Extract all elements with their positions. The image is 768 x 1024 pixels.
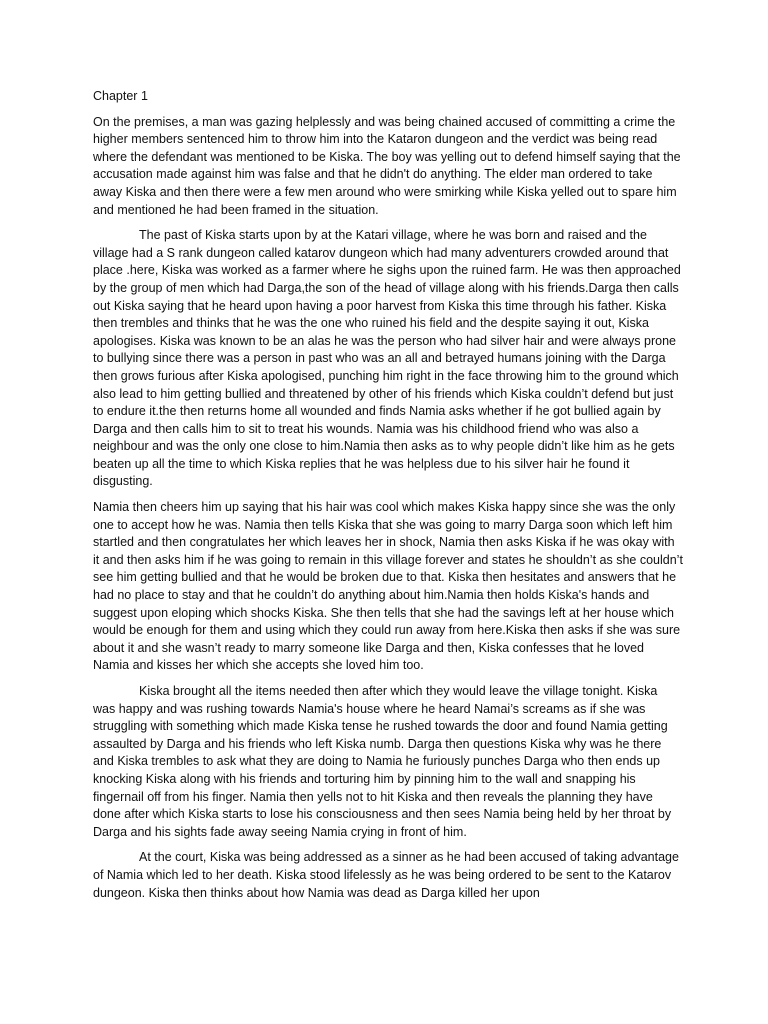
chapter-title: Chapter 1 (93, 89, 148, 103)
paragraph-4: Kiska brought all the items needed then after which they would leave the village tonight. Kiska was happy and was rushing towards Namia's house where he heard Namai’s screams as if she was struggling with something which made Kiska tense he rushed towards the door and found Namia getting assaulted by Darga and his friends who left Kiska numb. Darga then questions Kiska why was he there and Kiska trembles to ask what they are doing to Namia he furiously punches Darga who then ends up knocking Kiska along with his friends and torturing him by pinning him to the wall and snapping his fingernail off from his finger. Namia then yells not to hit Kiska and then reveals the planning they have done after which Kiska starts to lose his consciousness and then sees Namia being held by her throat by Darga and his sights fade away seeing Namia crying in front of him. (93, 684, 672, 839)
paragraph-2: The past of Kiska starts upon by at the Katari village, where he was born and raised and the village had a S rank dungeon called katarov dungeon which had many adventurers crowded around that place .here, Kiska was worked as a farmer where he sighs upon the ruined farm. He was then approached by the group of men which had Darga,the son of the head of village along with his friends.Darga then calls out Kiska saying that he heard upon having a poor harvest from Kiska this time through his father. Kiska then trembles and thinks that he was the one who ruined his field and the despite saying it out, Kiska apologises. Kiska was known to be an alas he was the person who had silver hair and were always prone to bullying since there was a person in past who was an all and betrayed humans joining with the Darga then grows furious after Kiska apologised, punching him right in the face throwing him to the ground which also lead to him getting bullied and threatened by other of his friends which Kiska couldn’t defend but just to endure it.the then returns home all wounded and finds Namia asks whether if he got bullied again by Darga and then calls him to sit to treat his wounds. Namia was his childhood friend who was also a neighbour and was the only one close to him.Namia then asks as to why people didn’t like him as he gets beaten up all the time to which Kiska replies that he was helpless due to his silver hair he found it disgusting. (93, 228, 681, 489)
document-body (93, 88, 683, 910)
paragraph-1: On the premises, a man was gazing helplessly and was being chained accused of committing a crime the higher members sentenced him to throw him into the Kataron dungeon and the verdict was being read where the defendant was mentioned to be Kiska. The boy was yelling out to defend himself saying that the accusation made against him was false and that he didn't do anything. The elder man ordered to take away Kiska and then there were a few men around who were smirking while Kiska yelled out to spare him and mentioned he had been framed in the situation. (93, 114, 681, 217)
paragraph-3: Namia then cheers him up saying that his hair was cool which makes Kiska happy since she was the only one to accept how he was. Namia then tells Kiska that she was going to marry Darga soon which left him startled and then congratulates her which leaves her in shock, Namia then asks Kiska if he was okay with it and then asks him if he was going to remain in this village forever and states he shouldn’t as she couldn’t see him getting bullied and that he would be broken due to that. Kiska then hesitates and answers that he had no place to stay and that he couldn’t do anything about him.Namia then holds Kiska's hands and suggest upon eloping which shocks Kiska. She then tells that she had the savings left at her house which would be enough for them and using which they could run away from here.Kiska then asks if she was sure about it and she wasn’t ready to marry someone like Darga and then, Kiska confesses that he loved Namia and kisses her which she accepts she loved him too. (93, 500, 683, 673)
paragraph-5: At the court, Kiska was being addressed as a sinner as he had been accused of taking advantage of Namia which led to her death. Kiska stood lifelessly as he was being ordered to be sent to the Katarov dungeon. Kiska then thinks about how Namia was dead as Darga killed her upon (93, 850, 679, 900)
